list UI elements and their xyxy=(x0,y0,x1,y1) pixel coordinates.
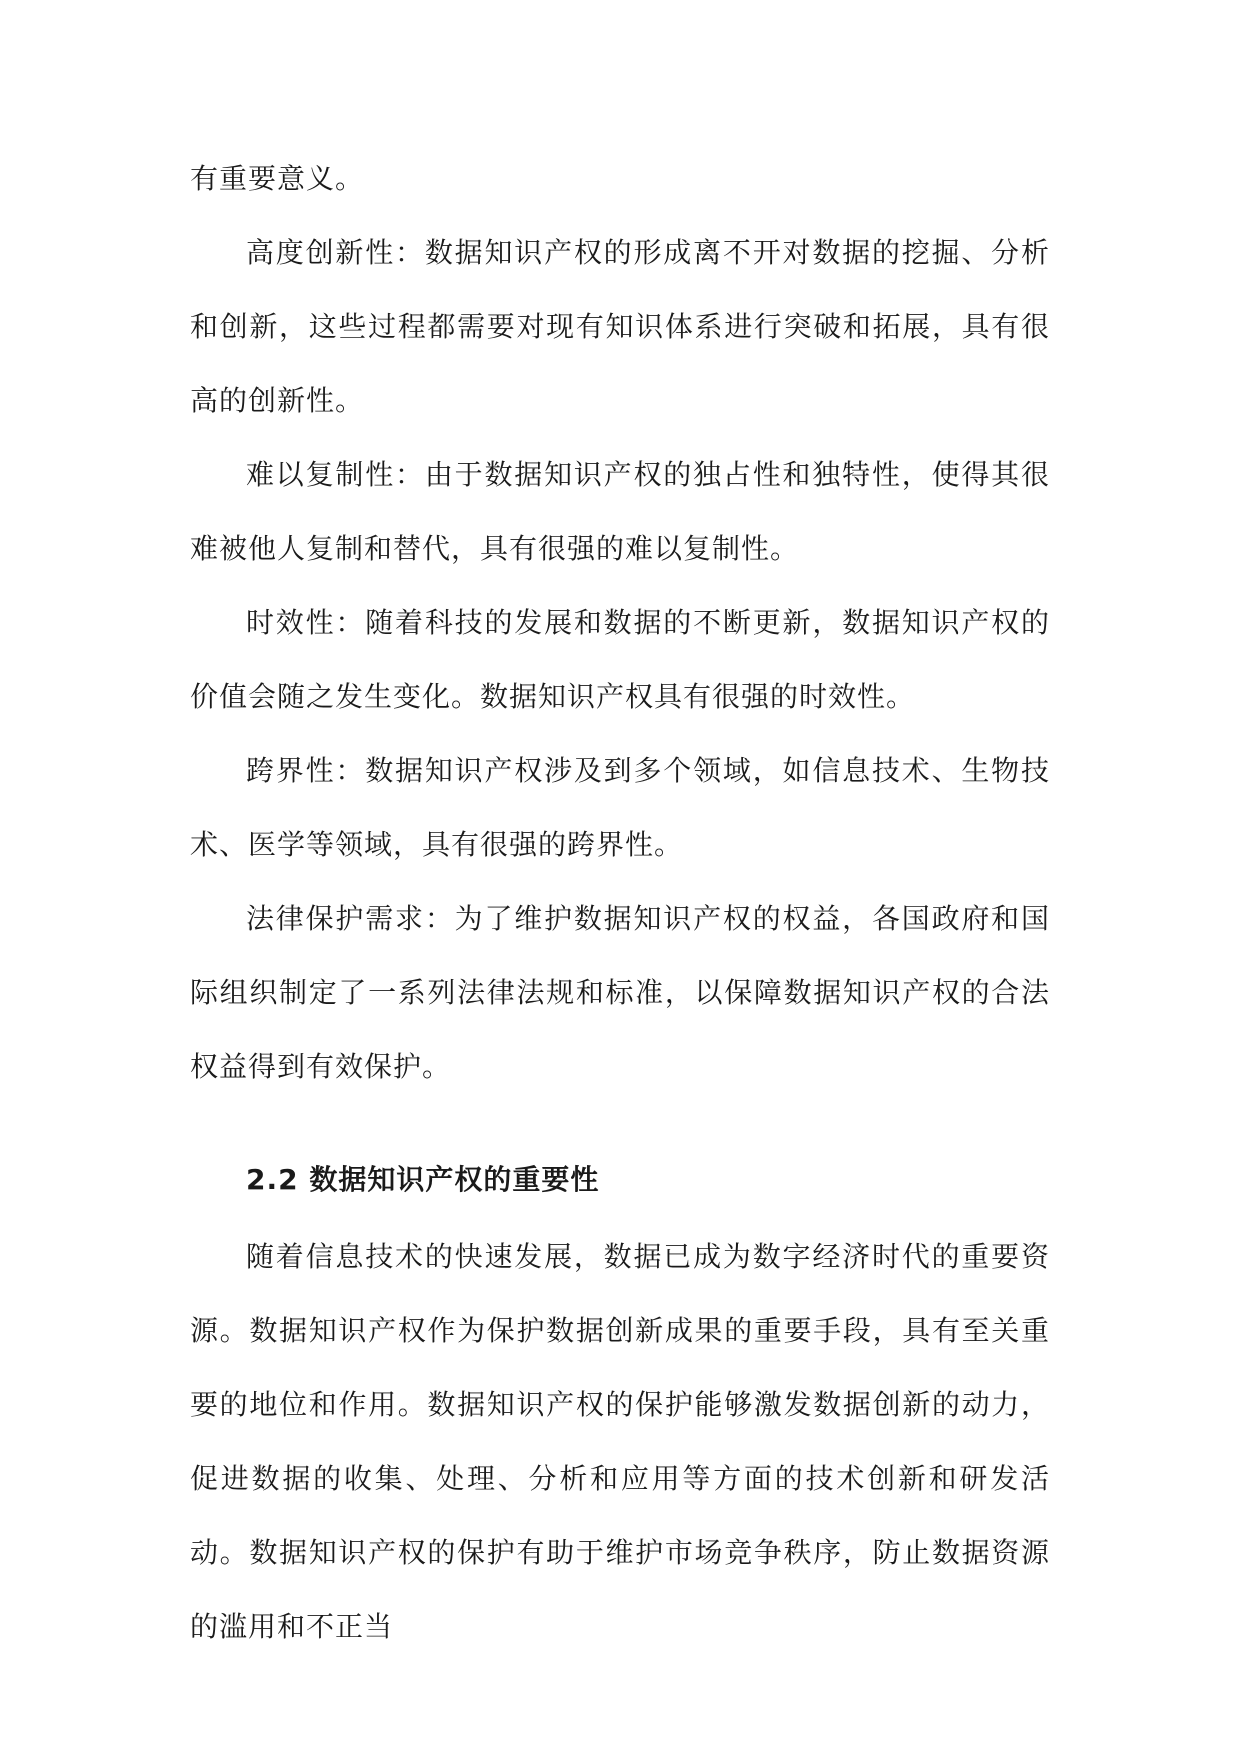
paragraph-legal-protection: 法律保护需求：为了维护数据知识产权的权益，各国政府和国际组织制定了一系列法律法规和标准，以保障数据知识产权的合法权益得到有效保护。 xyxy=(190,902,1050,1083)
paragraph-hard-to-copy: 难以复制性：由于数据知识产权的独占性和独特性，使得其很难被他人复制和替代，具有很强的难以复制性。 xyxy=(190,458,1050,565)
paragraph-cross-domain: 跨界性：数据知识产权涉及到多个领域，如信息技术、生物技术、医学等领域，具有很强的跨界性。 xyxy=(190,754,1050,861)
paragraph-high-innovation: 高度创新性：数据知识产权的形成离不开对数据的挖掘、分析和创新，这些过程都需要对现有知识体系进行突破和拓展，具有很高的创新性。 xyxy=(190,236,1050,417)
paragraph-importance: 随着信息技术的快速发展，数据已成为数字经济时代的重要资源。数据知识产权作为保护数据创新成果的重要手段，具有至关重要的地位和作用。数据知识产权的保护能够激发数据创新的动力，促进数据的收集、处理、分析和应用等方面的技术创新和研发活动。数据知识产权的保护有助于维护市场竞争秩序，防止数据资源的滥用和不正当 xyxy=(190,1240,1050,1643)
paragraph-continuation: 有重要意义。 xyxy=(190,162,365,195)
paragraph-timeliness: 时效性：随着科技的发展和数据的不断更新，数据知识产权的价值会随之发生变化。数据知识产权具有很强的时效性。 xyxy=(190,606,1050,713)
section-heading: 2.2 数据知识产权的重要性 xyxy=(246,1163,600,1196)
document-body xyxy=(190,142,1050,1664)
